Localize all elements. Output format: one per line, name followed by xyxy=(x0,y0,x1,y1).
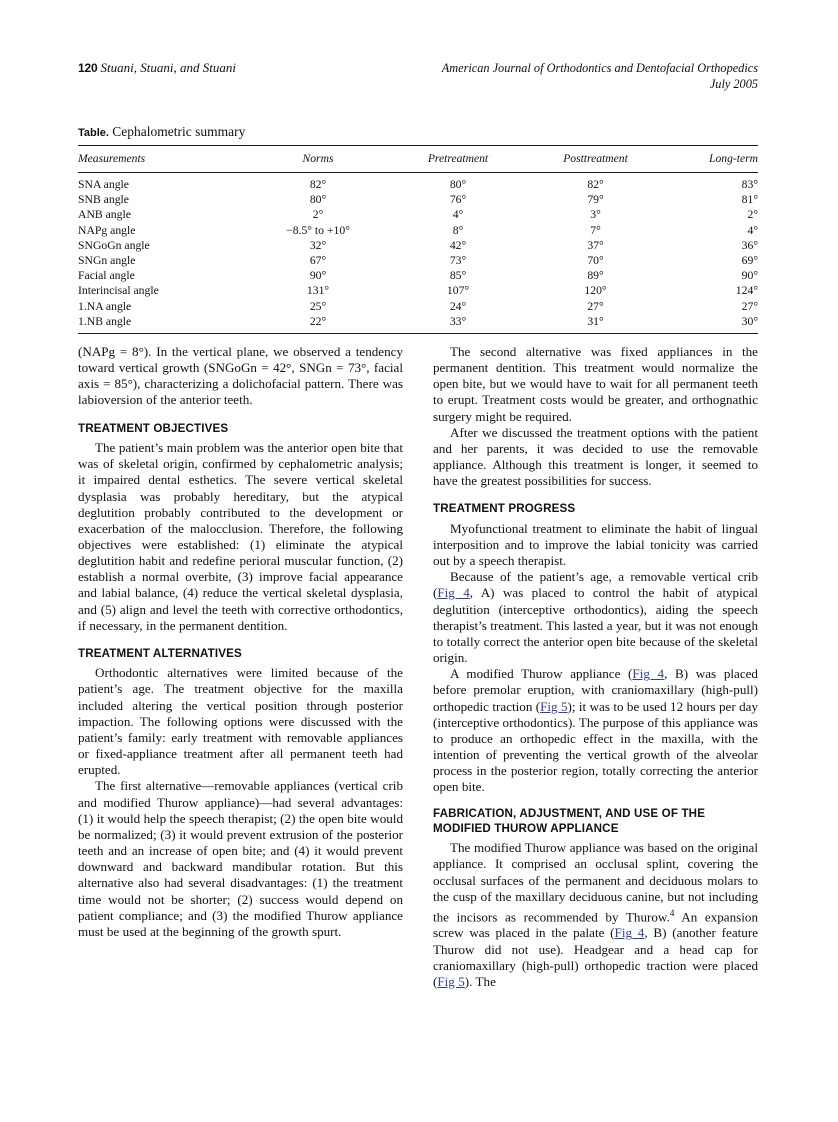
column-header-norms: Norms xyxy=(248,146,388,173)
text-run: , B) (another feature Thurow did not use). Headgear and a head cap for craniomaxillary (high-pull) orthopedic traction were placed ( xyxy=(433,925,759,989)
table-row xyxy=(78,298,758,313)
table-bottom-rule xyxy=(78,333,758,334)
figure-link-fig5[interactable]: Fig 5 xyxy=(540,698,568,714)
cell-pretreatment: 4° xyxy=(452,208,464,222)
table-body xyxy=(78,173,758,333)
cell-pretreatment: 80° xyxy=(449,178,467,191)
figure-link-fig4a[interactable]: Fig 4 xyxy=(437,585,470,601)
figure-link-fig4b-palate[interactable]: Fig 4 xyxy=(614,925,645,941)
running-head-authors: Stuani, Stuani, and Stuani xyxy=(100,60,236,75)
column-header-measurements: Measurements xyxy=(78,146,248,173)
cell-measurement: NAPg angle xyxy=(78,223,136,237)
table-row xyxy=(78,268,758,283)
cell-pretreatment: 8° xyxy=(452,223,464,237)
cell-posttreatment: 70° xyxy=(587,253,604,267)
paragraph-objectives: The patient’s main problem was the anterior open bite that was of skeletal origin, confirmed by cephalometric analysis; it impaired dental esthetics. The severe vertical skeletal dysplasia was probably hereditary, but the atypical deglutition probably contributed to the development or exacerbation of the malocclusion. Therefore, the following objectives were established: (1) eliminate the atypical deglutition habit and redefine perioral muscular function, (2) establish a normal overbite, (3) improve facial appearance and labial balance, (4) reduce the vertical skeletal dysplasia, and (5) align and level the teeth with corrective orthodontics, if necessary, in the permanent dentition. xyxy=(78,440,403,633)
cell-measurement: ANB angle xyxy=(78,208,131,222)
cell-norm: 90° xyxy=(309,269,327,283)
paragraph-second-alternative: The second alternative was fixed appliances in the permanent dentition. This treatment would normalize the open bite, but we would have to wait for all permanent teeth to erupt. Treatment costs would be greater, and orthognathic surgery might be required. xyxy=(433,344,758,424)
cephalometric-summary-table xyxy=(78,145,758,333)
cell-norm: 22° xyxy=(309,314,327,328)
cell-long-term: 90° xyxy=(741,269,758,283)
cell-long-term: 83° xyxy=(741,178,758,191)
cell-measurement: 1.NB angle xyxy=(78,314,132,328)
text-run: , B) was placed before premolar eruption, with craniomaxillary (high-pull) orthopedic traction ( xyxy=(433,666,758,714)
cell-posttreatment: 31° xyxy=(587,314,604,328)
table-label: Table. xyxy=(78,127,109,139)
text-run: ); it was to be used 12 hours per day (interceptive orthodontics). The purpose of this appliance was to produce an orthopedic effect in the maxilla, with the intention of preventing the vertical growth of the alveolar process in the posterior region, totally correcting the anterior open bite. xyxy=(433,698,759,795)
body-column-left xyxy=(78,344,403,940)
cell-norm: 25° xyxy=(309,299,327,313)
text-run: An expansion screw was placed in the palate ( xyxy=(433,909,758,941)
table-row xyxy=(78,238,758,253)
heading-treatment-alternatives: TREATMENT ALTERNATIVES xyxy=(78,646,242,660)
cell-measurement: Facial angle xyxy=(78,269,135,283)
paragraph-decision: After we discussed the treatment options with the patient and her parents, it was decided to use the removable appliance. Although this treatment is longer, it seemed to have the greatest possibilities for success. xyxy=(433,424,758,489)
cell-posttreatment: 7° xyxy=(590,223,601,237)
issue-date: July 2005 xyxy=(709,77,758,91)
table-row xyxy=(78,314,758,333)
table-row xyxy=(78,173,758,193)
cell-norm: 2° xyxy=(312,208,324,222)
cell-norm: −8.5° to +10° xyxy=(286,223,350,237)
table-caption xyxy=(78,124,758,140)
text-run: The modified Thurow appliance was based on the original appliance. It comprised an occlusal splint, covering the occlusal surfaces of the permanent and deciduous molars to the cusp of the maxillary deciduous canine, but not including the incisors as recommended by Thurow. xyxy=(433,840,758,925)
cell-norm: 82° xyxy=(309,178,327,191)
table-header-row xyxy=(78,146,758,173)
cell-pretreatment: 42° xyxy=(449,238,467,252)
cell-pretreatment: 85° xyxy=(449,269,467,283)
body-column-right xyxy=(433,344,758,990)
paragraph-progress-1: Myofunctional treatment to eliminate the habit of lingual interposition and to improve the labial tonicity was carried out by a speech therapist. xyxy=(433,520,758,569)
cell-posttreatment: 37° xyxy=(587,238,604,252)
running-head-left xyxy=(78,60,236,76)
cell-measurement: SNA angle xyxy=(78,178,129,191)
text-run: A modified Thurow appliance ( xyxy=(450,666,633,682)
cell-norm: 32° xyxy=(309,238,327,252)
heading-treatment-progress: TREATMENT PROGRESS xyxy=(433,502,576,516)
footnote-reference-4[interactable]: 4 xyxy=(669,907,675,918)
table-row xyxy=(78,192,758,207)
heading-fabrication: FABRICATION, ADJUSTMENT, AND USE OF THE MODIFIED THUROW APPLIANCE xyxy=(433,807,706,835)
cell-norm: 67° xyxy=(309,253,327,267)
cell-long-term: 124° xyxy=(735,284,758,298)
text-run: Because of the patient’s age, a removable vertical crib ( xyxy=(433,569,758,601)
cell-posttreatment: 27° xyxy=(587,299,604,313)
cell-pretreatment: 76° xyxy=(449,193,467,207)
cell-long-term: 69° xyxy=(741,253,758,267)
cell-posttreatment: 120° xyxy=(584,284,607,298)
cell-measurement: SNB angle xyxy=(78,193,129,207)
cell-long-term: 27° xyxy=(741,299,758,313)
cell-posttreatment: 89° xyxy=(587,269,604,283)
cell-norm: 131° xyxy=(306,284,330,298)
paragraph-alternatives-2: The first alternative—removable appliances (vertical crib and modified Thurow appliance)—had several advantages: (1) it would help the speech therapist; (2) the open bite would be normalized; (3) it would prevent extrusion of the posterior teeth and an increase of open bite; and (4) it would prevent downward and backward mandibular rotation. But this alternative also had several disadvantages: (1) the treatment time would not be shorter; (2) success would depend on patient compliance; and (3) the modified Thurow appliance must be used at the beginning of the growth spurt. xyxy=(78,778,403,939)
paragraph-progress-3 xyxy=(433,666,758,795)
column-header-long-term: Long-term xyxy=(663,146,758,173)
cell-posttreatment: 79° xyxy=(587,193,604,207)
cell-measurement: SNGoGn angle xyxy=(78,238,150,252)
table-caption-text: Cephalometric summary xyxy=(112,124,246,139)
table-row xyxy=(78,283,758,298)
cell-pretreatment: 73° xyxy=(449,253,467,267)
running-head xyxy=(78,60,758,100)
figure-link-fig5-headgear[interactable]: Fig 5 xyxy=(437,973,465,989)
table-row xyxy=(78,222,758,237)
running-head-right xyxy=(442,60,758,92)
column-header-pretreatment: Pretreatment xyxy=(388,146,528,173)
column-header-posttreatment: Posttreatment xyxy=(528,146,663,173)
cell-measurement: 1.NA angle xyxy=(78,299,132,313)
journal-title: American Journal of Orthodontics and Dentofacial Orthopedics xyxy=(441,61,758,75)
cell-measurement: Interincisal angle xyxy=(78,284,159,298)
table-row xyxy=(78,207,758,222)
cell-measurement: SNGn angle xyxy=(78,253,136,267)
paragraph-continued: (NAPg = 8°). In the vertical plane, we observed a tendency toward vertical growth (SNGoGn = 42°, SNGn = 73°, facial axis = 85°), characterizing a dolichofacial pattern. There was labioversion of the anterior teeth. xyxy=(78,344,403,408)
cell-long-term: 4° xyxy=(747,223,758,237)
table-row xyxy=(78,253,758,268)
text-run: ). The xyxy=(464,973,496,989)
page-number: 120 xyxy=(78,61,98,75)
cell-pretreatment: 107° xyxy=(446,284,470,298)
cell-posttreatment: 3° xyxy=(590,208,601,222)
cell-long-term: 81° xyxy=(741,193,758,207)
paragraph-fabrication xyxy=(433,840,758,990)
cell-norm: 80° xyxy=(309,193,327,207)
heading-treatment-objectives: TREATMENT OBJECTIVES xyxy=(78,421,229,435)
cephalometric-table-block xyxy=(78,124,758,334)
cell-long-term: 30° xyxy=(741,314,758,328)
paragraph-alternatives-1: Orthodontic alternatives were limited because of the patient’s age. The treatment objective for the maxilla included altering the vertical position through posterior impaction. The following options were discussed with the patient’s family: early treatment with removable appliances or fixed-appliance treatment after all permanent teeth had erupted. xyxy=(78,665,403,778)
text-run: , A) was placed to control the habit of atypical deglutition (interceptive orthodontics), aiding the speech therapist’s treatment. This lasted a year, but it was not enough to totally correct the anterior open bite because of the skeletal origin. xyxy=(433,585,758,666)
figure-link-fig4b[interactable]: Fig 4 xyxy=(632,666,665,682)
paragraph-progress-2 xyxy=(433,569,758,666)
cell-pretreatment: 24° xyxy=(449,299,467,313)
cell-long-term: 2° xyxy=(747,208,758,222)
cell-posttreatment: 82° xyxy=(587,178,604,191)
cell-pretreatment: 33° xyxy=(449,314,467,328)
cell-long-term: 36° xyxy=(741,238,758,252)
